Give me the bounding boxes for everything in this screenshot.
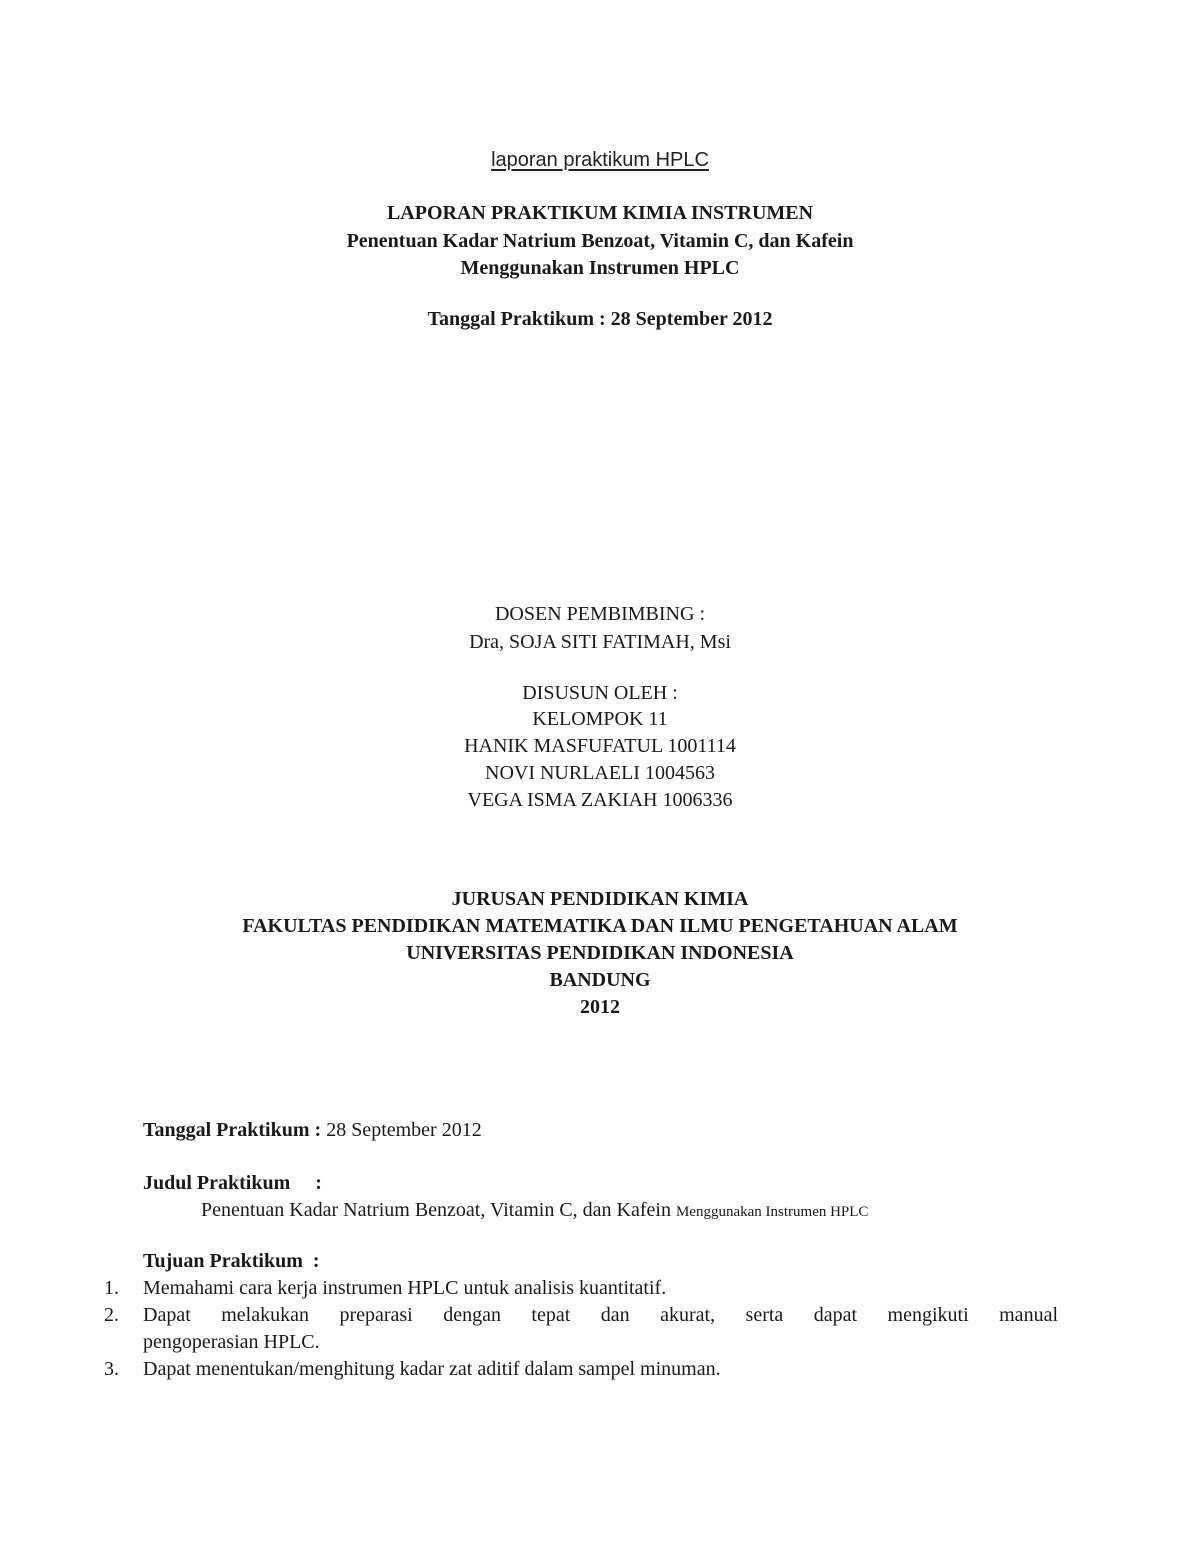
report-subtitle-line2: Menggunakan Instrumen HPLC [460,257,740,279]
author-member: HANIK MASFUFATUL 1001114 [464,735,736,757]
year: 2012 [580,996,620,1018]
report-subtitle-line1: Penentuan Kadar Natrium Benzoat, Vitamin C, dan Kafein [346,230,854,252]
university: UNIVERSITAS PENDIDIKAN INDONESIA [406,942,794,964]
goal-text: Memahami cara kerja instrumen HPLC untuk analisis kuantitatif. [143,1277,667,1299]
author-member: VEGA ISMA ZAKIAH 1006336 [467,789,733,811]
practicum-title-main: Penentuan Kadar Natrium Benzoat, Vitamin C, dan Kafein [201,1199,671,1221]
practicum-date-row [143,1117,482,1144]
practicum-title-value [201,1197,868,1226]
practicum-date-label: Tanggal Praktikum : [143,1119,322,1141]
goals-label: Tujuan Praktikum : [143,1250,320,1272]
report-title: LAPORAN PRAKTIKUM KIMIA INSTRUMEN [386,202,814,224]
authors-label: DISUSUN OLEH : [522,682,678,704]
city: BANDUNG [549,969,651,991]
practicum-title-label: Judul Praktikum : [143,1172,322,1194]
faculty: FAKULTAS PENDIDIKAN MATEMATIKA DAN ILMU PENGETAHUAN ALAM [242,915,958,937]
header-link-line [0,147,1200,174]
supervisor-name: Dra, SOJA SITI FATIMAH, Msi [469,631,731,653]
goal-number: 3. [104,1358,119,1380]
practicum-date-value: 28 September 2012 [326,1119,482,1141]
practicum-title-small: Menggunakan Instrumen HPLC [675,1204,869,1220]
supervisor-label: DOSEN PEMBIMBING : [494,603,706,625]
header-link[interactable]: laporan praktikum HPLC [491,149,709,171]
practicum-date-center: Tanggal Praktikum : 28 September 2012 [427,308,773,330]
author-member: NOVI NURLAELI 1004563 [485,762,715,784]
department: JURUSAN PENDIDIKAN KIMIA [451,888,749,910]
goal-text: Dapat menentukan/menghitung kadar zat aditif dalam sampel minuman. [143,1358,721,1380]
goal-text-line2: pengoperasian HPLC. [143,1331,320,1353]
goal-text-line1: Dapat melakukan preparasi dengan tepat dan akurat, serta dapat mengikuti manual [143,1304,1058,1326]
goal-number: 1. [104,1277,119,1299]
goal-number: 2. [104,1304,119,1326]
group-name: KELOMPOK 11 [532,708,668,730]
